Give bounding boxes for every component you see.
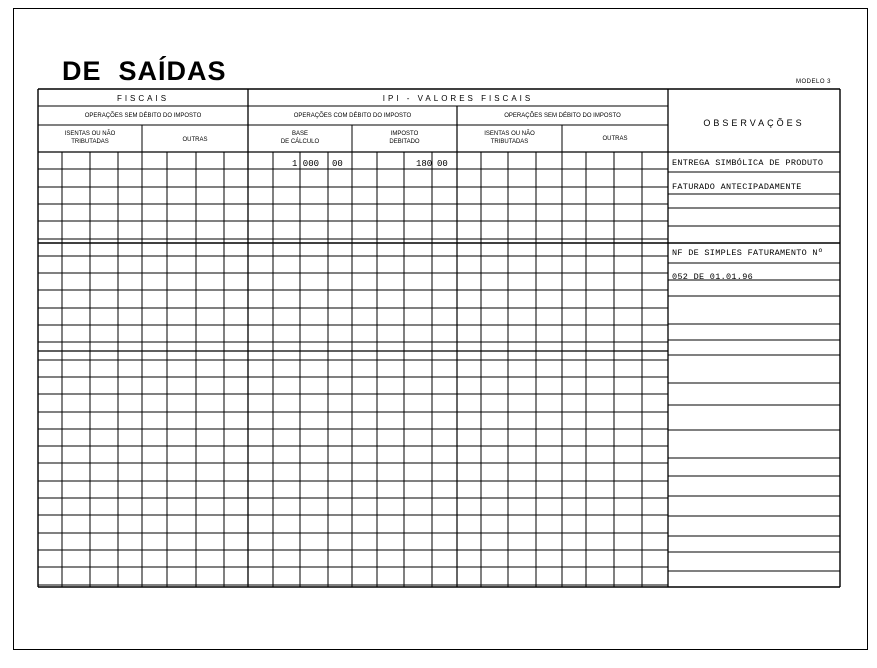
fiscais-header: FISCAIS: [116, 94, 170, 103]
observation-line-2: FATURADO ANTECIPADAMENTE: [672, 182, 802, 192]
ipi-outras-header: OUTRAS: [602, 136, 628, 142]
left-outras-header: OUTRAS: [182, 137, 208, 143]
observation-line-1: ENTREGA SIMBÓLICA DE PRODUTO: [672, 158, 824, 168]
ipi-isentas-header: ISENTAS OU NÃO TRIBUTADAS: [484, 131, 535, 145]
observation-line-4: 052 DE 01.01.96: [672, 272, 754, 282]
left-isentas-header: ISENTAS OU NÃO TRIBUTADAS: [64, 131, 116, 145]
model-label: MODELO 3: [796, 79, 832, 85]
base-calculo-header: BASE DE CÁLCULO: [280, 131, 320, 145]
base-calculo-value: 1 000: [292, 159, 320, 169]
observation-line-3: NF DE SIMPLES FATURAMENTO Nº: [672, 248, 824, 258]
imposto-value: 180: [416, 159, 433, 169]
ipi-without-debit-header: OPERAÇÕES SEM DÉBITO DO IMPOSTO: [504, 113, 621, 119]
imposto-debitado-header: IMPOSTO DEBITADO: [389, 131, 420, 145]
left-sub-header: OPERAÇÕES SEM DÉBITO DO IMPOSTO: [84, 113, 202, 119]
imposto-cents: 00: [437, 159, 448, 169]
base-calculo-cents: 00: [332, 159, 343, 169]
ipi-with-debit-header: OPERAÇÕES COM DÉBITO DO IMPOSTO: [293, 113, 412, 119]
ipi-header: IPI - VALORES FISCAIS: [382, 94, 534, 103]
observacoes-header: OBSERVAÇÕES: [703, 118, 805, 128]
document-title: DE SAÍDAS: [62, 56, 227, 86]
